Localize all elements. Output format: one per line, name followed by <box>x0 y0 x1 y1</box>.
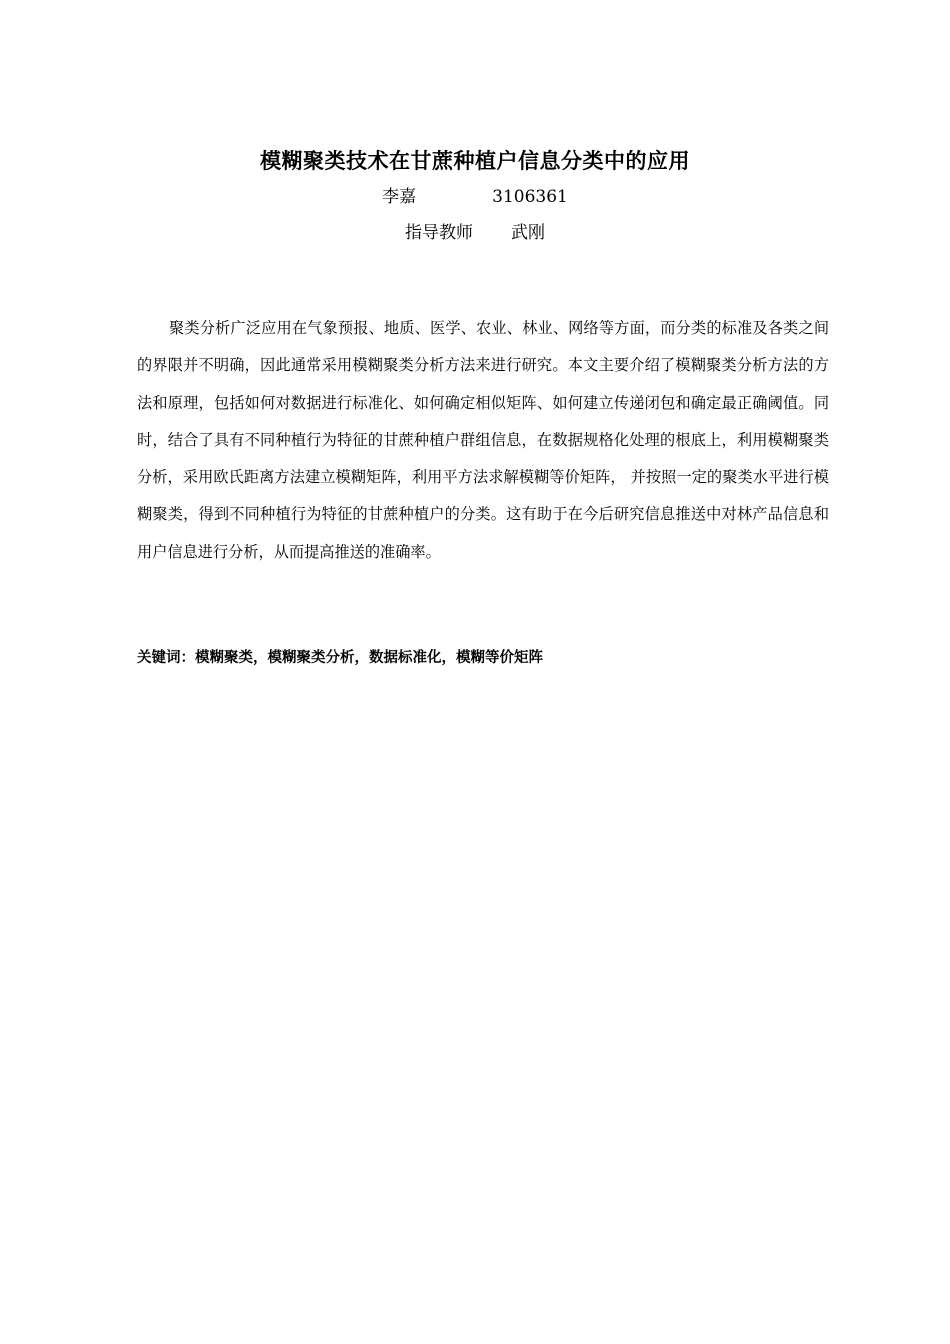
student-id: 3106361 <box>492 187 568 207</box>
advisor-label: 指导教师 <box>405 223 473 243</box>
advisor-line <box>0 220 950 246</box>
author-name: 李嘉 <box>382 187 417 207</box>
page-title: 模糊聚类技术在甘蔗种植户信息分类中的应用 <box>260 149 690 173</box>
author-line <box>0 184 950 210</box>
advisor-name: 武刚 <box>511 223 545 243</box>
keywords-line: 关键词：模糊聚类，模糊聚类分析，数据标准化，模糊等价矩阵 <box>137 650 543 666</box>
abstract-paragraph: 聚类分析广泛应用在气象预报、地质、医学、农业、林业、网络等方面，而分类的标准及各类之间的界限并不明确，因此通常采用模糊聚类分析方法来进行研究。本文主要介绍了模糊聚类分析方法的方法和原理，包括如何对数据进行标准化、如何确定相似矩阵、如何建立传递闭包和确定最正确阈值。同时，结合了具有不同种植行为特征的甘蔗种植户群组信息，在数据规格化处理的根底上，利用模糊聚类分析，采用欧氏距离方法建立模糊矩阵，利用平方法求解模糊等价矩阵， 并按照一定的聚类水平进行模糊聚类，得到不同种植行为特征的甘蔗种植户的分类。这有助于在今后研究信息推送中对林产品信息和用户信息进行分析，从而提高推送的准确率。 <box>137 319 829 561</box>
